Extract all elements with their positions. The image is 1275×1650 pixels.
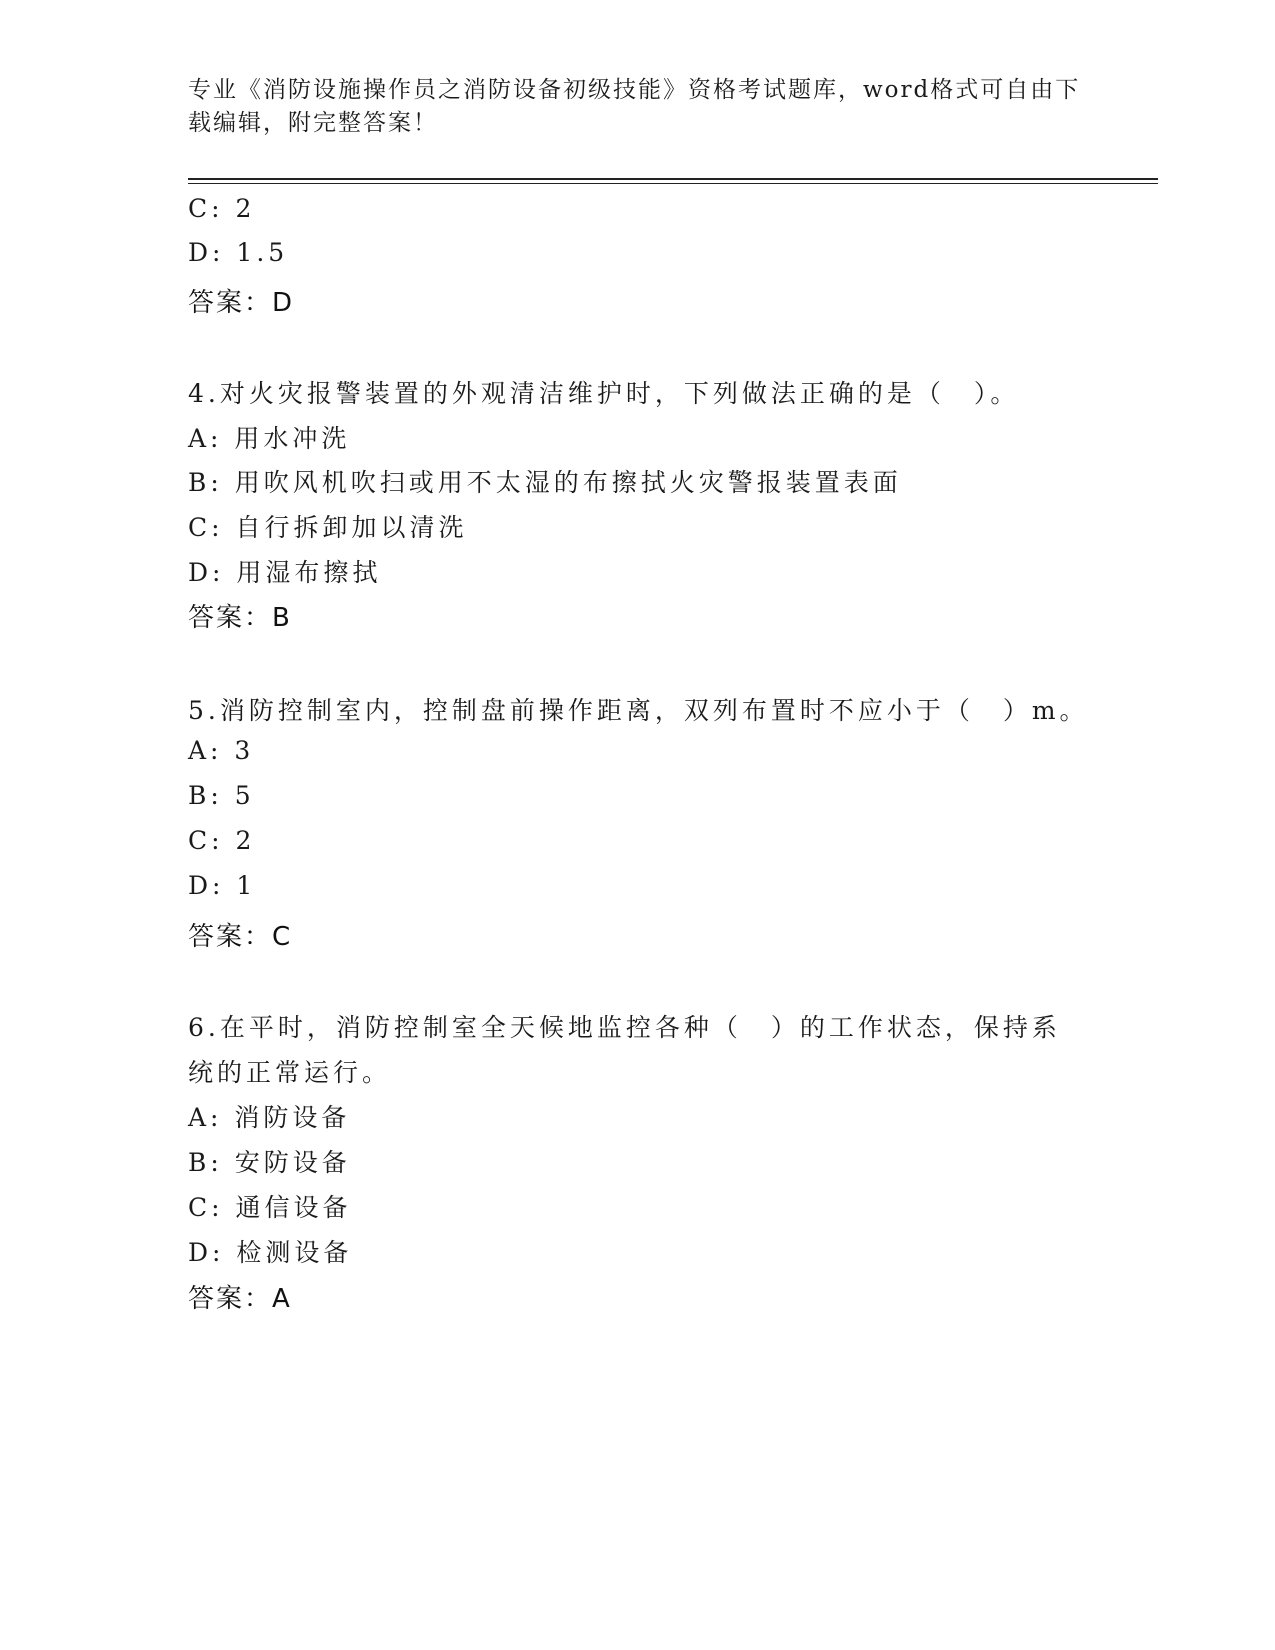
- header-title-line-2: 载编辑，附完整答案！: [188, 110, 438, 136]
- question-6-option-a: A: 消防设备: [188, 1103, 351, 1132]
- question-6-option-d: D: 检测设备: [188, 1238, 353, 1267]
- question-4-option-d: D: 用湿布擦拭: [188, 558, 382, 587]
- question-4-option-c: C: 自行拆卸加以清洗: [188, 513, 468, 542]
- question-6-answer: 答案：A: [188, 1284, 292, 1314]
- question-4-option-b: B: 用吹风机吹扫或用不太湿的布擦拭火灾警报装置表面: [188, 468, 902, 497]
- question-5-option-b: B: 5: [188, 781, 255, 810]
- question-4-answer: 答案：B: [188, 603, 292, 633]
- header-title-line-1: 专业《消防设施操作员之消防设备初级技能》资格考试题库，word格式可自由下: [188, 77, 1081, 103]
- question-5-option-c: C: 2: [188, 826, 256, 855]
- question-5-stem: 5.消防控制室内，控制盘前操作距离，双列布置时不应小于（ ）m。: [188, 696, 1089, 725]
- question-4-option-a: A: 用水冲洗: [188, 424, 351, 453]
- question-6-stem-line-1: 6.在平时，消防控制室全天候地监控各种（ ）的工作状态，保持系: [188, 1013, 1061, 1042]
- question-5-option-d: D: 1: [188, 871, 257, 900]
- document-header: [188, 74, 1081, 140]
- question-5-option-a: A: 3: [188, 736, 255, 765]
- question-6-option-b: B: 安防设备: [188, 1148, 351, 1177]
- question-6-option-c: C: 通信设备: [188, 1193, 352, 1222]
- header-divider-thick: [188, 178, 1158, 180]
- question-5-answer: 答案：C: [188, 922, 293, 952]
- prev-question-answer: 答案：D: [188, 288, 295, 318]
- header-divider-thin: [188, 183, 1158, 184]
- question-4-stem: 4.对火灾报警装置的外观清洁维护时，下列做法正确的是（ ）。: [188, 379, 1020, 408]
- prev-question-option-d: D: 1.5: [188, 238, 289, 267]
- question-6-stem-line-2: 统的正常运行。: [188, 1058, 392, 1087]
- prev-question-option-c: C: 2: [188, 194, 256, 223]
